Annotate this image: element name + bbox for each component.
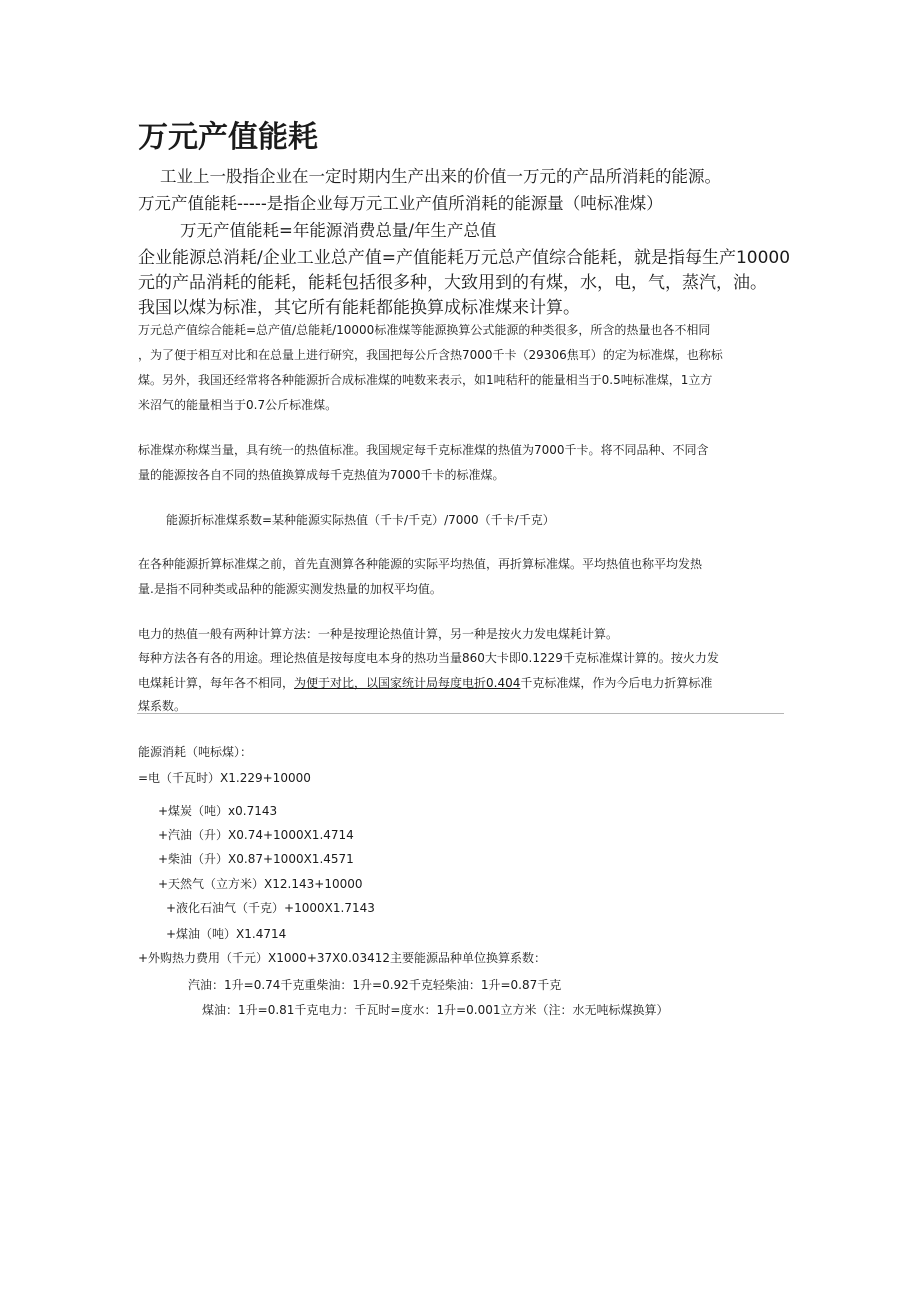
large-paragraph-line-3: 我国以煤为标准，其它所有能耗都能换算成标准煤来计算。 — [138, 298, 580, 318]
large-paragraph-line-2: 元的产品消耗的能耗，能耗包括很多种，大致用到的有煤，水，电，气，蒸汽，油。 — [138, 273, 767, 293]
energy-term-gasoline: +汽油（升）X0.74+1000X1.4714 — [158, 828, 354, 842]
energy-term-diesel: +柴油（升）X0.87+1000X1.4571 — [158, 852, 354, 866]
large-paragraph-line-1: 企业能源总消耗/企业工业总产值=产值能耗万元总产值综合能耗，就是指每生产10000 — [138, 248, 791, 268]
section-divider — [137, 713, 784, 714]
energy-consumption-heading: 能源消耗（吨标煤）： — [138, 745, 253, 759]
electric-heat-line-1: 电力的热值一般有两种计算方法：一种是按理论热值计算，另一种是按火力发电煤耗计算。 — [138, 627, 619, 641]
energy-term-lpg: +液化石油气（千克）+1000X1.7143 — [166, 901, 375, 915]
energy-electric-term: =电（千瓦时）X1.229+10000 — [138, 771, 311, 785]
electric-heat-line-3-start: 电煤耗计算，每年各不相同， — [138, 676, 295, 690]
page-title: 万元产值能耗 — [138, 120, 318, 155]
energy-term-purchased-heat: +外购热力费用（千元）X1000+37X0.03412主要能源品种单位换算系数： — [138, 951, 546, 965]
conversion-paragraph-line-1: 万元总产值综合能耗=总产值/总能耗/10000标准煤等能源换算公式能源的种类很多，所含的热量也各不相同 — [138, 323, 711, 337]
unit-conversion-line-2: 煤油：1升=0.81千克电力：千瓦时=度水：1升=0.001立方米（注：水无吨标煤换算） — [202, 1003, 669, 1017]
conversion-paragraph-line-2: ，为了便于相互对比和在总量上进行研究，我国把每公斤含热7000千卡（29306焦耳）的定为标准煤，也称标 — [138, 348, 723, 362]
standard-coal-line-1: 标准煤亦称煤当量，具有统一的热值标准。我国规定每千克标准煤的热值为7000千卡。将不同品种、不同含 — [138, 443, 709, 457]
electric-heat-line-3-end: 千克标准煤，作为今后电力折算标准 — [520, 676, 713, 690]
intro-definition: 工业上一股指企业在一定时期内生产出来的价值一万元的产品所消耗的能源。 — [160, 167, 721, 186]
electric-heat-line-3 — [138, 675, 712, 691]
energy-term-kerosene: +煤油（吨）X1.4714 — [166, 927, 287, 941]
intro-formula: 万无产值能耗=年能源消费总量/年生产总值 — [180, 221, 497, 240]
intro-meaning: 万元产值能耗-----是指企业每万元工业产值所消耗的能源量（吨标准煤） — [138, 194, 663, 213]
electric-heat-line-2: 每种方法各有各的用途。理论热值是按每度电本身的热功当量860大卡即0.1229千克标准煤计算的。按火力发 — [138, 651, 719, 665]
standard-coal-line-2: 量的能源按各自不同的热值换算成每千克热值为7000千卡的标准煤。 — [138, 468, 505, 482]
coefficient-formula: 能源折标准煤系数=某种能源实际热值（千卡/千克）/7000（千卡/千克） — [166, 513, 555, 527]
electric-heat-line-4: 煤系数。 — [138, 699, 187, 713]
energy-term-coal: +煤炭（吨）x0.7143 — [158, 804, 278, 818]
energy-term-natural-gas: +天然气（立方米）X12.143+10000 — [158, 877, 363, 891]
electric-conversion-underlined: 为便于对比，以国家统计局每度电折0.404 — [294, 676, 521, 690]
average-heat-line-1: 在各种能源折算标准煤之前，首先直测算各种能源的实际平均热值，再折算标准煤。平均热值也称平均发热 — [138, 557, 703, 571]
unit-conversion-line-1: 汽油：1升=0.74千克重柴油：1升=0.92千克轻柴油：1升=0.87千克 — [188, 978, 562, 992]
conversion-paragraph-line-4: 米沼气的能量相当于0.7公斤标准煤。 — [138, 398, 338, 412]
average-heat-line-2: 量.是指不同种类或品种的能源实测发热量的加权平均值。 — [138, 582, 442, 596]
conversion-paragraph-line-3: 煤。另外，我国还经常将各种能源折合成标准煤的吨数来表示，如1吨秸秆的能量相当于0.5吨标准煤，1立方 — [138, 373, 713, 387]
